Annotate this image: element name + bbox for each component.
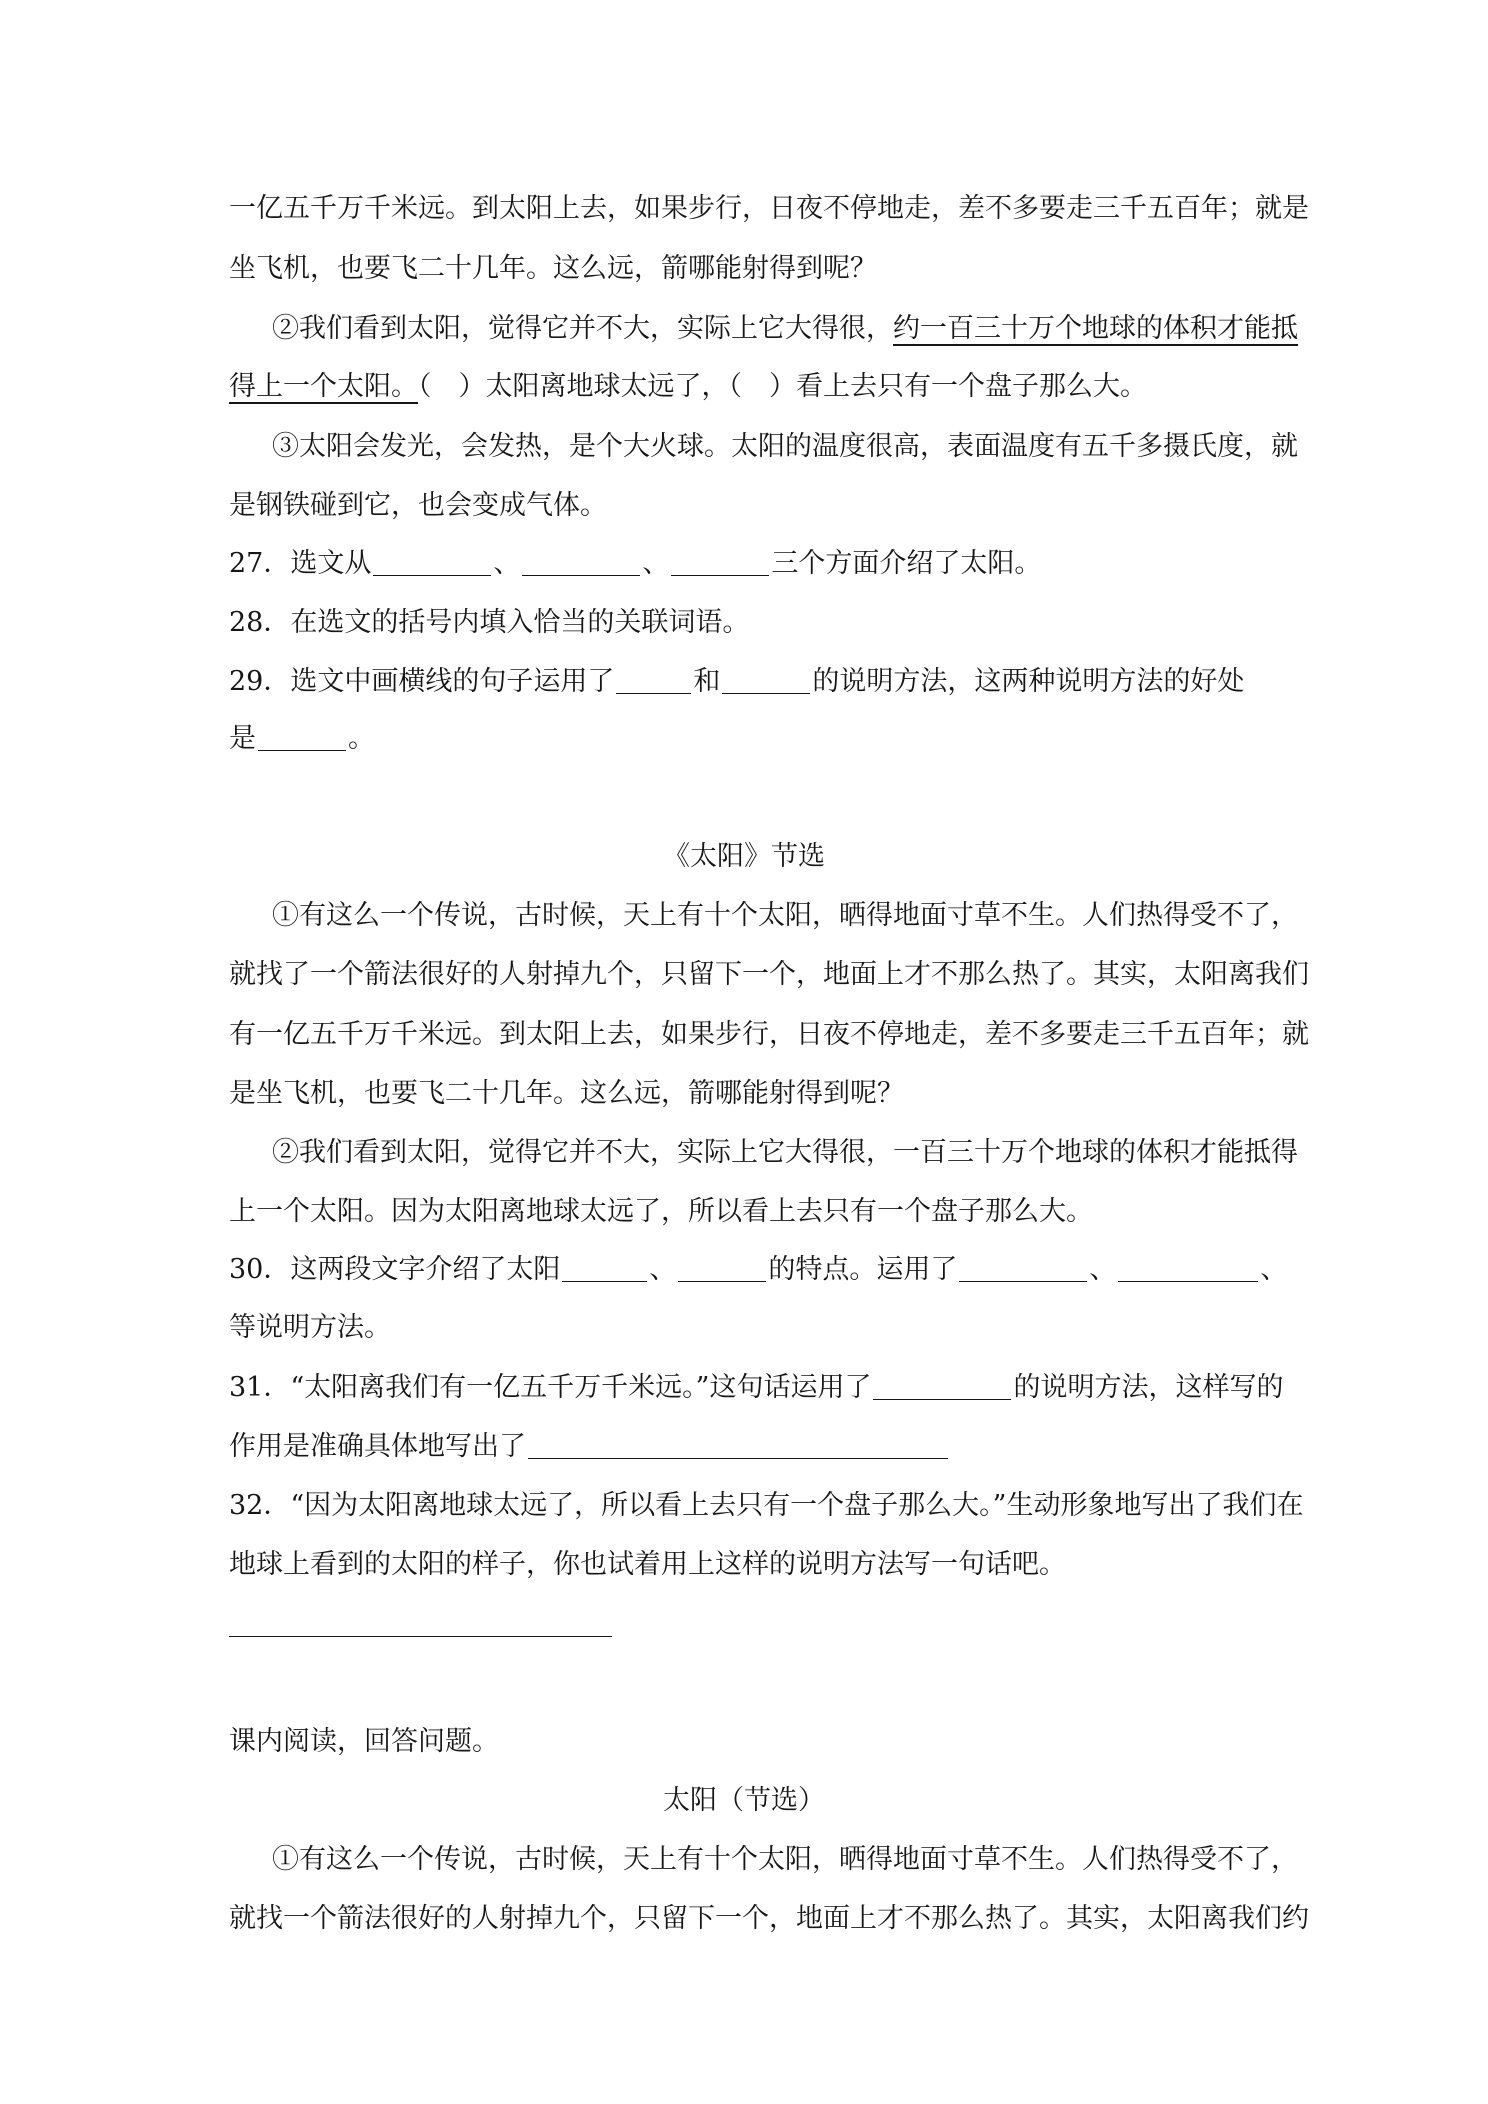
question-text: 29．选文中画横线的句子运用了 [229, 666, 615, 697]
passage-line: ②我们看到太阳，觉得它并不大，实际上它大得很，一百三十万个地球的体积才能抵得 [272, 1137, 1298, 1168]
answer-blank[interactable] [1118, 1257, 1258, 1282]
passage-paragraph-2 [272, 309, 1298, 349]
question-32: 32．“因为太阳离地球太远了，所以看上去只有一个盘子那么大。”生动形象地写出了我们在 [229, 1490, 1304, 1521]
question-30 [229, 1250, 1288, 1290]
answer-blank[interactable] [528, 1434, 948, 1459]
passage-line: ①有这么一个传说，古时候，天上有十个太阳，晒得地面寸草不生。人们热得受不了， [272, 1844, 1298, 1875]
question-29 [229, 662, 1274, 702]
answer-blank[interactable] [722, 669, 810, 694]
question-text: 三个方面介绍了太阳。 [771, 548, 1042, 579]
answer-blank[interactable] [522, 551, 640, 576]
question-text: 。 [348, 723, 375, 754]
passage-line: 就找一个箭法很好的人射掉九个，只留下一个，地面上才不那么热了。其实，太阳离我们约 [229, 1903, 1309, 1934]
answer-blank[interactable] [373, 551, 491, 576]
passage-line: 坐飞机，也要飞二十几年。这么远，箭哪能射得到呢？ [229, 253, 877, 284]
question-text: 和 [693, 666, 721, 697]
question-30-cont: 等说明方法。 [229, 1312, 391, 1343]
passage-line: 一亿五千万千米远。到太阳上去，如果步行，日夜不停地走，差不多要走三千五百年；就是 [229, 193, 1309, 224]
answer-blank[interactable] [616, 669, 691, 694]
passage-line: 上一个太阳。因为太阳离地球太远了，所以看上去只有一个盘子那么大。 [229, 1196, 1093, 1227]
question-text: 作用是准确具体地写出了 [229, 1431, 526, 1462]
separator: 、 [642, 548, 670, 579]
question-text: 27．选文从 [229, 548, 372, 579]
section-title: 《太阳》节选 [663, 841, 825, 872]
question-28: 28．在选文的括号内填入恰当的关联词语。 [229, 607, 750, 638]
passage-text: ②我们看到太阳，觉得它并不大，实际上它大得很， [272, 313, 893, 344]
answer-line[interactable] [229, 1636, 612, 1637]
passage-line: 是钢铁碰到它，也会变成气体。 [229, 490, 607, 521]
question-31-cont [229, 1427, 1274, 1467]
separator: 、 [1260, 1254, 1288, 1285]
question-29-cont [229, 719, 1274, 759]
underlined-sentence: 约一百三十万个地球的体积才能抵 [893, 313, 1298, 344]
passage-line: 就找了一个箭法很好的人射掉九个，只留下一个，地面上才不那么热了。其实，太阳离我们 [229, 959, 1309, 990]
passage-line: 有一亿五千万千米远。到太阳上去，如果步行，日夜不停地走，差不多要走三千五百年；就 [229, 1019, 1309, 1050]
question-text: 的特点。运用了 [768, 1254, 958, 1285]
passage-text: （ ）太阳离地球太远了，（ ）看上去只有一个盘子那么大。 [418, 371, 1147, 402]
question-text: 的说明方法，这样写的 [1013, 1372, 1284, 1403]
underlined-sentence: 得上一个太阳。 [229, 371, 418, 402]
question-31 [229, 1368, 1284, 1408]
answer-blank[interactable] [671, 551, 769, 576]
instruction: 课内阅读，回答问题。 [229, 1726, 499, 1757]
passage-line: ①有这么一个传说，古时候，天上有十个太阳，晒得地面寸草不生。人们热得受不了， [272, 900, 1298, 931]
passage-line: 是坐飞机，也要飞二十几年。这么远，箭哪能射得到呢？ [229, 1078, 904, 1109]
question-32-cont: 地球上看到的太阳的样子，你也试着用上这样的说明方法写一句话吧。 [229, 1549, 1066, 1580]
question-text: 31．“太阳离我们有一亿五千万千米远。”这句话运用了 [229, 1372, 872, 1403]
section-title: 太阳（节选） [663, 1785, 825, 1816]
question-27 [229, 544, 1274, 584]
passage-line [229, 367, 1274, 407]
question-text: 是 [229, 723, 256, 754]
passage-paragraph-3: ③太阳会发光，会发热，是个大火球。太阳的温度很高，表面温度有五千多摄氏度，就 [272, 431, 1298, 462]
question-text: 的说明方法，这两种说明方法的好处 [812, 666, 1245, 697]
answer-blank[interactable] [258, 726, 346, 751]
answer-blank[interactable] [678, 1257, 766, 1282]
separator: 、 [649, 1254, 677, 1285]
question-text: 30．这两段文字介绍了太阳 [229, 1254, 561, 1285]
answer-blank[interactable] [873, 1375, 1011, 1400]
answer-blank[interactable] [959, 1257, 1087, 1282]
separator: 、 [1089, 1254, 1117, 1285]
separator: 、 [493, 548, 521, 579]
answer-blank[interactable] [562, 1257, 647, 1282]
